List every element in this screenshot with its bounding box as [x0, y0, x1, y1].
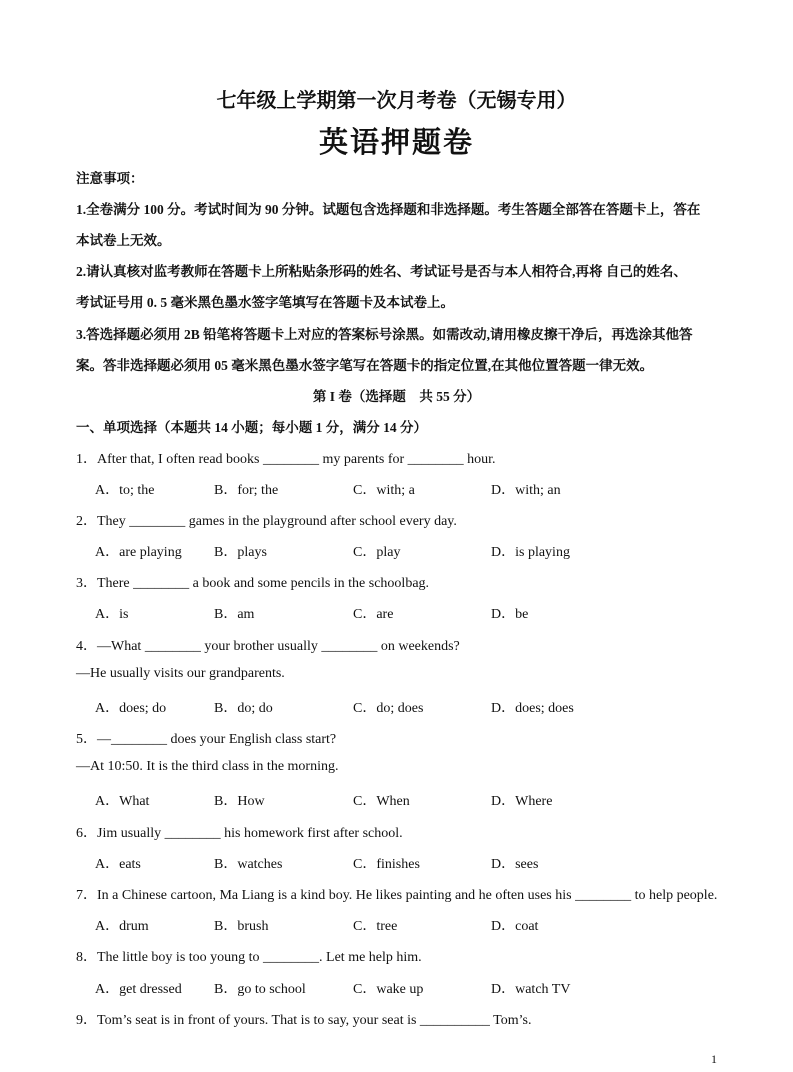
section-title: 第 I 卷（选择题 共 55 分）	[312, 389, 481, 404]
question-stem: 8．The little boy is too young to ________. Let me help him.	[76, 950, 422, 965]
question-stem: 1．After that, I often read books ________ my parents for ________ hour.	[76, 452, 496, 467]
option-b: B．plays	[214, 545, 267, 560]
note-line: 案。答非选择题必须用 05 毫米黑色墨水签字笔写在答题卡的指定位置,在其他位置答题一律无效。	[76, 358, 654, 373]
dialogue-line: —He usually visits our grandparents.	[76, 666, 285, 681]
option-a: A．to; the	[95, 483, 155, 498]
option-d: D．with; an	[491, 483, 561, 498]
note-line: 本试卷上无效。	[76, 233, 171, 248]
option-d: D．watch TV	[491, 982, 571, 997]
option-c: C．wake up	[353, 982, 424, 997]
option-d: D．be	[491, 607, 529, 622]
option-a: A．What	[95, 794, 150, 809]
exam-title: 英语押题卷	[318, 127, 474, 159]
exam-subtitle: 七年级上学期第一次月考卷（无锡专用）	[216, 90, 577, 112]
option-b: B．go to school	[214, 982, 306, 997]
option-a: A．drum	[95, 919, 149, 934]
option-c: C．When	[353, 794, 410, 809]
note-line: 3.答选择题必须用 2B 铅笔将答题卡上对应的答案标号涂黑。如需改动,请用橡皮擦干净后，再选涂其他答	[76, 327, 693, 342]
option-a: A．is	[95, 607, 129, 622]
option-d: D．sees	[491, 857, 539, 872]
question-stem: 9．Tom’s seat is in front of yours. That is to say, your seat is __________ Tom’s.	[76, 1013, 532, 1028]
option-d: D．does; does	[491, 701, 574, 716]
question-stem: 4．—What ________ your brother usually ________ on weekends?	[76, 639, 460, 654]
note-line: 1.全卷满分 100 分。考试时间为 90 分钟。试题包含选择题和非选择题。考生答题全部答在答题卡上，答在	[76, 202, 701, 217]
question-stem: 6．Jim usually ________ his homework first after school.	[76, 826, 403, 841]
option-c: C．with; a	[353, 483, 415, 498]
option-a: A．does; do	[95, 701, 167, 716]
option-c: C．finishes	[353, 857, 420, 872]
question-stem: 3．There ________ a book and some pencils in the schoolbag.	[76, 576, 430, 591]
dialogue-line: —At 10:50. It is the third class in the morning.	[76, 759, 339, 774]
option-a: A．eats	[95, 857, 141, 872]
option-b: B．How	[214, 794, 265, 809]
option-b: B．watches	[214, 857, 283, 872]
option-d: D．is playing	[491, 545, 570, 560]
option-c: C．do; does	[353, 701, 424, 716]
option-b: B．for; the	[214, 483, 279, 498]
note-line: 2.请认真核对监考教师在答题卡上所粘贴条形码的姓名、考试证号是否与本人相符合,再将 自己的姓名、	[76, 264, 687, 279]
note-line: 考试证号用 0. 5 毫米黑色墨水签字笔填写在答题卡及本试卷上。	[76, 295, 454, 310]
option-b: B．am	[214, 607, 255, 622]
option-a: A．get dressed	[95, 982, 182, 997]
option-a: A．are playing	[95, 545, 182, 560]
option-c: C．play	[353, 545, 401, 560]
part-title: 一、单项选择（本题共 14 小题；每小题 1 分，满分 14 分）	[76, 420, 427, 435]
option-d: D．coat	[491, 919, 539, 934]
question-stem: 7．In a Chinese cartoon, Ma Liang is a kind boy. He likes painting and he often uses his ________ to help people.	[76, 888, 718, 903]
option-b: B．do; do	[214, 701, 273, 716]
page-number: 1	[711, 1052, 717, 1066]
question-stem: 5．—________ does your English class start?	[76, 732, 337, 747]
option-d: D．Where	[491, 794, 553, 809]
option-c: C．tree	[353, 919, 398, 934]
question-stem: 2．They ________ games in the playground after school every day.	[76, 514, 457, 529]
option-b: B．brush	[214, 919, 269, 934]
notes-heading: 注意事项：	[76, 171, 144, 186]
option-c: C．are	[353, 607, 394, 622]
